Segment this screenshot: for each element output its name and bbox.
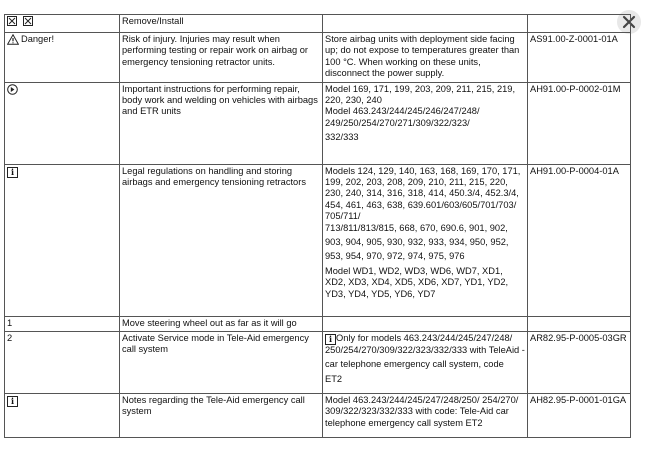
model-list: Model WD1, WD2, WD3, WD6, WD7, XD1, XD2, XD3, XD4, XD5, XD6, XD7, YD1, YD2, YD3, YD4, YD5, YD6, YD7: [325, 265, 509, 299]
danger-label: Danger!: [21, 34, 55, 44]
description: Important instructions for performing repair, body work and welding on vehicles with airbags and ETR units: [120, 82, 323, 164]
model-note: car telephone emergency call system, code: [325, 359, 504, 370]
description: Legal regulations on handling and storing airbags and emergency tensioning retractors: [120, 164, 323, 316]
step-number: 1: [5, 316, 120, 331]
reference-link[interactable]: AR82.95-P-0005-03GR: [528, 332, 631, 394]
remove-install-icon: [7, 16, 35, 26]
model-list: Model 169, 171, 199, 203, 209, 211, 215, 219, 220, 230, 240: [325, 83, 516, 106]
reference: [528, 316, 631, 331]
header-title: Remove/Install: [120, 15, 323, 33]
table-row: [5, 394, 631, 438]
measure: [323, 316, 528, 331]
measure: Store airbag units with deployment side facing up; do not expose to temperatures greater than 100 °C. When working on these units, disconnect the power supply.: [323, 33, 528, 83]
step-cell: [5, 33, 120, 83]
reference-link[interactable]: AH91.00-P-0004-01A: [528, 164, 631, 316]
description: Risk of injury. Injuries may result when performing testing or repair work on airbag or emergency tensioning retractor units.: [120, 33, 323, 83]
table-row: [5, 332, 631, 394]
info-icon: i: [7, 167, 18, 178]
step-cell: [5, 394, 120, 438]
reference-link[interactable]: AS91.00-Z-0001-01A: [528, 33, 631, 83]
repair-note-icon: [7, 84, 18, 95]
warning-icon: [7, 34, 19, 45]
measure: [323, 82, 528, 164]
step-cell: [5, 164, 120, 316]
model-list: Model 463.243/244/245/246/247/248/ 249/250/254/270/271/309/322/323/: [325, 106, 480, 128]
model-list: 953, 954, 970, 972, 974, 975, 976: [325, 251, 465, 262]
table-row: [5, 164, 631, 316]
measure: [323, 332, 528, 394]
instruction-sheet: [4, 14, 630, 438]
header-empty: [528, 15, 631, 33]
reference-link[interactable]: AH91.00-P-0002-01M: [528, 82, 631, 164]
measure: Model 463.243/244/245/247/248/250/ 254/270/ 309/322/323/332/333 with code: Tele-Aid car telephone emergency call system ET2: [323, 394, 528, 438]
model-list: 332/333: [325, 132, 359, 143]
model-list: 903, 904, 905, 930, 932, 933, 934, 950, 952,: [325, 237, 509, 248]
reference-link[interactable]: AH82.95-P-0001-01GA: [528, 394, 631, 438]
description: Notes regarding the Tele-Aid emergency call system: [120, 394, 323, 438]
header-empty: [323, 15, 528, 33]
step-number: 2: [5, 332, 120, 394]
step-cell: [5, 82, 120, 164]
description: Activate Service mode in Tele-Aid emergency call system: [120, 332, 323, 394]
info-icon: i: [7, 396, 18, 407]
model-note: i Only for models 463.243/244/245/247/248/ 250/254/270/309/322/323/332/333 with TeleAid -: [325, 333, 525, 356]
table-row: [5, 316, 631, 331]
model-list: 713/811/813/815, 668, 670, 690.6, 901, 902,: [325, 222, 508, 233]
work-steps-table: [4, 14, 631, 438]
table-row: [5, 82, 631, 164]
measure: [323, 164, 528, 316]
model-list: Models 124, 129, 140, 163, 168, 169, 170, 171, 199, 202, 203, 208, 209, 210, 211, 215, 220, 230, 240, 314, 316, 318, 414, 450.3/4, 452.3/4, 454, 461, 463, 638, 639.601/603/605/701/703/ 705/711/: [325, 165, 521, 222]
header-icon-cell: [5, 15, 120, 33]
table-row-header: [5, 15, 631, 33]
info-icon: i: [325, 334, 336, 345]
model-note: ET2: [325, 373, 343, 384]
description: Move steering wheel out as far as it will go: [120, 316, 323, 331]
table-row: [5, 33, 631, 83]
